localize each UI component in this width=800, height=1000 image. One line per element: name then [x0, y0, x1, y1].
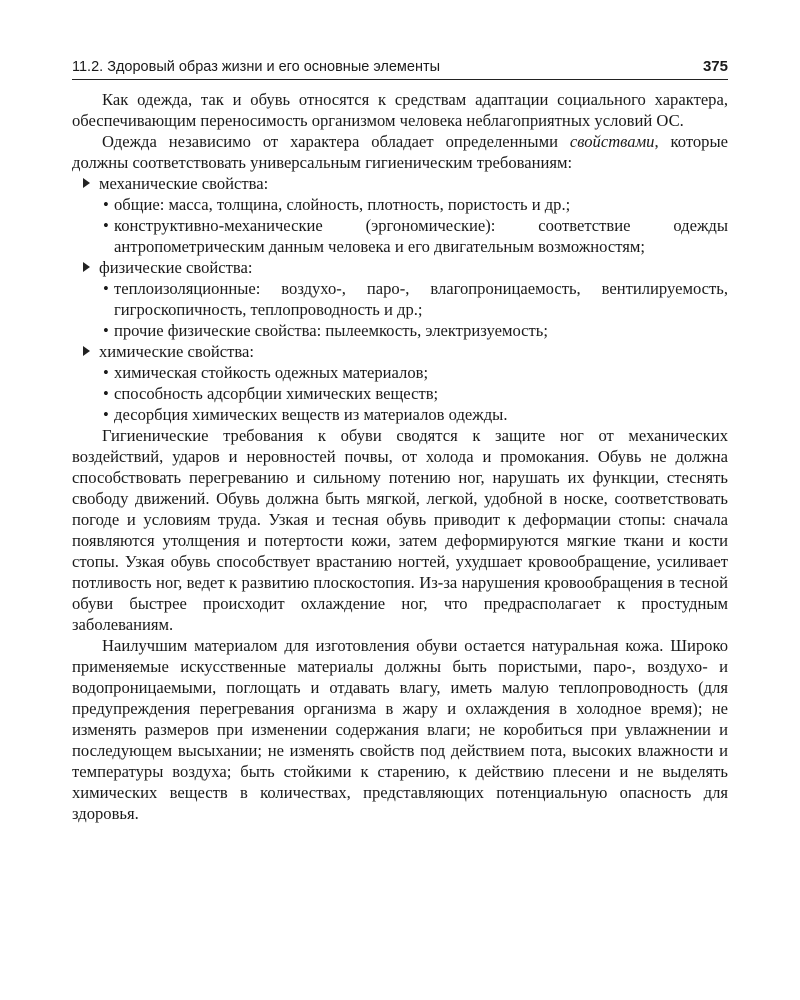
arrow-bullet-icon [83, 346, 90, 356]
arrow-bullet-icon [83, 178, 90, 188]
book-page [72, 58, 728, 824]
paragraph-2-text-end: , которые должны соответствовать универсальным гигиеническим требованиям: [72, 132, 728, 172]
bullet-dot-icon: • [103, 363, 109, 382]
list-item-text: десорбция химических веществ из материалов одежды. [114, 405, 508, 424]
list-item [103, 215, 728, 257]
page-number: 375 [702, 58, 728, 75]
running-header [72, 58, 728, 80]
list-item [103, 194, 728, 215]
list-item [103, 320, 728, 341]
list-item [103, 362, 728, 383]
list-item [103, 278, 728, 320]
chapter-title: 11.2. Здоровый образ жизни и его основные элементы [72, 59, 441, 75]
page-body [72, 89, 728, 824]
list-item-text: прочие физические свойства: пылеемкость, электризуемость; [114, 321, 548, 340]
list-group-label: физические свойства: [99, 258, 253, 277]
bullet-dot-icon: • [103, 216, 109, 235]
list-item-text: теплоизоляционные: воздухо-, паро-, влагопроницаемость, вентилируемость, гигроскопичность, теплопроводность и др.; [114, 279, 728, 319]
paragraph-3: Гигиенические требования к обуви сводятся к защите ног от механических воздействий, ударов и неровностей почвы, от холода и промокания. Обувь не должна способствовать перегреванию и сильному потению ног, нарушать их функции, стеснять свободу движений. Обувь должна быть мягкой, легкой, удобной в носке, соответствовать погоде и условиям труда. Узкая и тесная обувь приводит к деформации стопы: сначала появляются утолщения и потертости кожи, затем деформируются мягкие ткани и кости стопы. Узкая обувь способствует врастанию ногтей, ухудшает кровообращение, усиливает потливость ног, ведет к развитию плоскостопия. Из-за нарушения кровообращения в тесной обуви быстрее происходит охлаждение ног, что предрасполагает к простудным заболеваниям. [72, 426, 728, 634]
bullet-dot-icon: • [103, 384, 109, 403]
paragraph-2-text-start: Одежда независимо от характера обладает определенными [102, 132, 570, 151]
list-group-chemical [99, 341, 728, 362]
list-item-text: химическая стойкость одежных материалов; [114, 363, 429, 382]
paragraph-4: Наилучшим материалом для изготовления обуви остается натуральная кожа. Широко применяемые искусственные материалы должны быть пористыми, паро-, воздухо- и водопроницаемыми, поглощать и отдавать влагу, иметь малую теплопроводность (для предупреждения перегревания организма в жару и охлаждения в холодное время); не изменять размеров при изменении содержания влаги; не коробиться при увлажнении и последующем высыхании; не изменять свойств под действием пота, высоких влажности и температуры воздуха; быть стойкими к старению, к действию плесени и не выделять химических веществ в количествах, представляющих потенциальную опасность для здоровья. [72, 636, 728, 823]
list-item-text: конструктивно-механические (эргономические): соответствие одежды антропометрическим данным человека и его двигательным возможностям; [114, 216, 728, 256]
list-group-label: химические свойства: [99, 342, 254, 361]
arrow-bullet-icon [83, 262, 90, 272]
list-group-physical [99, 257, 728, 278]
properties-list [72, 173, 728, 425]
list-group-label: механические свойства: [99, 174, 269, 193]
bullet-dot-icon: • [103, 195, 109, 214]
list-item [103, 404, 728, 425]
bullet-dot-icon: • [103, 279, 109, 298]
paragraph-1: Как одежда, так и обувь относятся к средствам адаптации социального характера, обеспечивающим переносимость организмом человека неблагоприятных условий ОС. [72, 90, 728, 130]
bullet-dot-icon: • [103, 405, 109, 424]
paragraph-2-italic-term: свойствами [569, 132, 655, 151]
list-group-mechanical [99, 173, 728, 194]
bullet-dot-icon: • [103, 321, 109, 340]
list-item-text: общие: масса, толщина, слойность, плотность, пористость и др.; [114, 195, 571, 214]
paragraph-2 [72, 131, 728, 173]
list-item-text: способность адсорбции химических веществ; [114, 384, 439, 403]
list-item [103, 383, 728, 404]
